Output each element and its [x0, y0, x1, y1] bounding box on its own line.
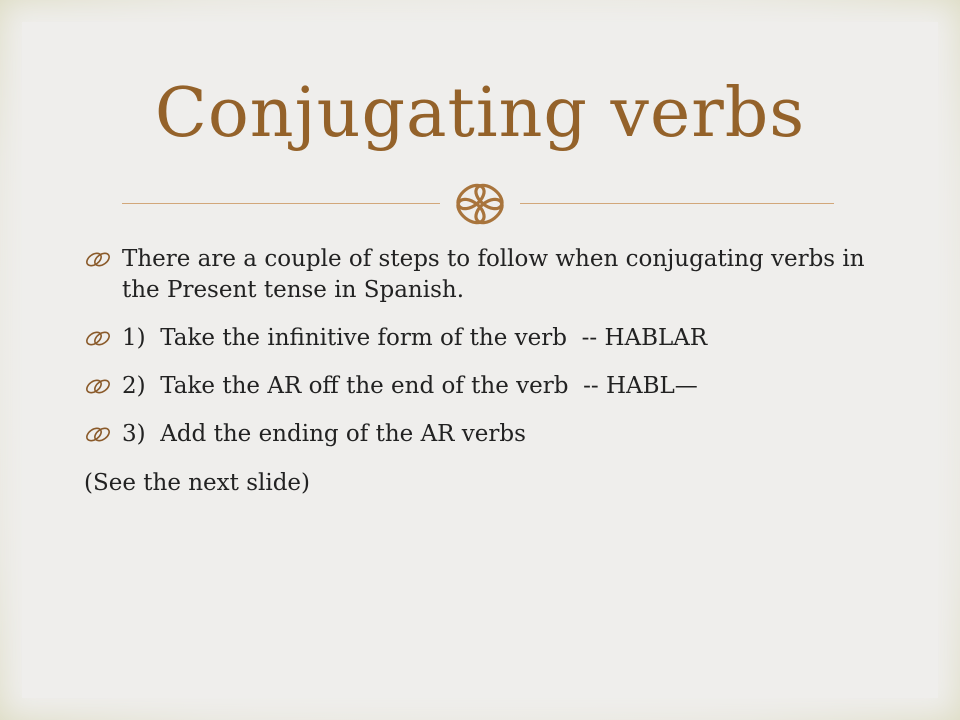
list-item — [84, 323, 904, 354]
list-item — [84, 244, 904, 306]
slide-note: (See the next slide) — [84, 470, 311, 496]
quadruple-ellipse-ornament-icon — [446, 182, 514, 226]
bullet-text: 2) Take the AR off the end of the verb -- HABL— — [122, 373, 698, 399]
double-ellipse-bullet-icon — [84, 330, 112, 347]
title-rule-left — [122, 203, 440, 204]
bullet-list — [84, 244, 904, 467]
double-ellipse-bullet-icon — [84, 251, 112, 268]
bullet-text: There are a couple of steps to follow when conjugating verbs in the Present tense in Spanish. — [122, 246, 865, 303]
slide-title: Conjugating verbs — [154, 74, 806, 153]
list-item — [84, 419, 904, 450]
list-item — [84, 371, 904, 402]
bullet-text: 3) Add the ending of the AR verbs — [122, 421, 526, 447]
bullet-text: 1) Take the infinitive form of the verb -- HABLAR — [122, 325, 708, 351]
double-ellipse-bullet-icon — [84, 378, 112, 395]
title-rule-right — [520, 203, 834, 204]
double-ellipse-bullet-icon — [84, 426, 112, 443]
